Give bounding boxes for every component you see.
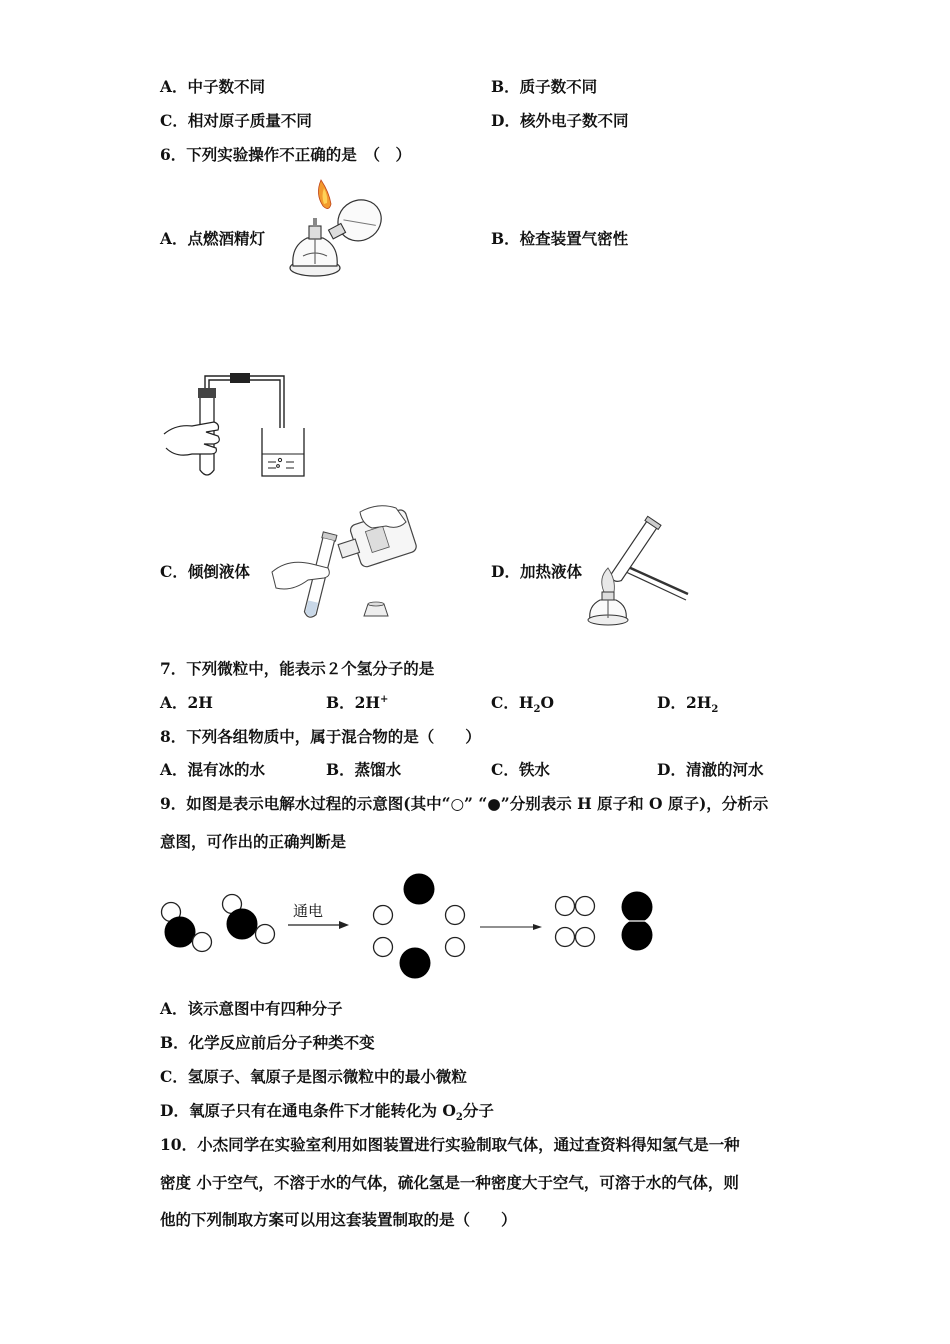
- pouring-liquid-figure: [268, 498, 418, 628]
- hydrogen-atom: [446, 906, 465, 925]
- hydrogen-atom: [446, 938, 465, 957]
- hydrogen-molecule-atom: [556, 928, 575, 947]
- q6-option-b: B．检查装置气密性: [491, 229, 629, 248]
- q8-option-a: A．混有冰的水: [160, 760, 266, 779]
- oxygen-atom: [165, 917, 195, 947]
- q6-stem: 6．下列实验操作不正确的是 （ ）: [160, 145, 412, 164]
- q5-option-b: B．质子数不同: [491, 77, 598, 96]
- q9-option-d: D．氧原子只有在通电条件下才能转化为 $O_2$分子: [160, 1101, 494, 1124]
- q7-option-a: A．2H: [160, 693, 213, 712]
- q5-option-c: C．相对原子质量不同: [160, 111, 312, 130]
- q9-option-b: B．化学反应前后分子种类不变: [160, 1033, 375, 1052]
- q7-option-b: B．2H+: [326, 693, 389, 712]
- q8-option-c: C．铁水: [491, 760, 550, 779]
- hydrogen-atom: [256, 925, 275, 944]
- q8-option-d: D．清澈的河水: [657, 760, 764, 779]
- q10-stem-line1: 10．小杰同学在实验室利用如图装置进行实验制取气体，通过查资料得知氢气是一种: [160, 1135, 740, 1154]
- q7-stem: 7．下列微粒中，能表示２个氢分子的是: [160, 659, 435, 678]
- hydrogen-molecule-atom: [556, 897, 575, 916]
- oxygen-molecule-atom: [622, 892, 653, 923]
- hydrogen-atom: [374, 906, 393, 925]
- lighting-alcohol-lamp-figure: [285, 176, 385, 282]
- heating-liquid-figure: [586, 514, 696, 630]
- oxygen-atom: [227, 909, 257, 939]
- airtightness-check-figure: [162, 370, 312, 482]
- oxygen-atom: [404, 874, 435, 905]
- q9-stem-line1: 9．如图是表示电解水过程的示意图(其中“○” “●”分别表示 H 原子和 O 原子)，分析示: [160, 794, 769, 813]
- q8-stem: 8．下列各组物质中，属于混合物的是（ ）: [160, 727, 481, 746]
- q7-option-d: D．$2H_2$: [657, 693, 719, 716]
- q9-option-a: A．该示意图中有四种分子: [160, 999, 343, 1018]
- q8-option-b: B．蒸馏水: [326, 760, 402, 779]
- hydrogen-molecule-atom: [576, 897, 595, 916]
- hydrogen-molecule-atom: [576, 928, 595, 947]
- oxygen-molecule-atom: [622, 920, 653, 951]
- q9-stem-line2: 意图，可作出的正确判断是: [160, 832, 347, 851]
- q7-option-c: C．$H_2O$: [491, 693, 554, 716]
- hydrogen-atom: [374, 938, 393, 957]
- q10-stem-line2: 密度 小于空气，不溶于水的气体，硫化氢是一种密度大于空气，可溶于水的气体，则: [160, 1173, 739, 1192]
- electrolysis-molecule-diagram: [155, 870, 665, 985]
- electrolysis-arrow-label: 通电: [293, 902, 324, 920]
- q5-option-d: D．核外电子数不同: [491, 111, 629, 130]
- q6-option-c: C．倾倒液体: [160, 562, 250, 581]
- hydrogen-atom: [193, 933, 212, 952]
- q10-stem-line3: 他的下列制取方案可以用这套装置制取的是（ ）: [160, 1210, 517, 1229]
- q9-option-c: C．氢原子、氧原子是图示微粒中的最小微粒: [160, 1067, 467, 1086]
- oxygen-atom: [400, 948, 431, 979]
- q6-option-d: D．加热液体: [491, 562, 582, 581]
- q5-option-a: A．中子数不同: [160, 77, 266, 96]
- q6-option-a: A．点燃酒精灯: [160, 229, 266, 248]
